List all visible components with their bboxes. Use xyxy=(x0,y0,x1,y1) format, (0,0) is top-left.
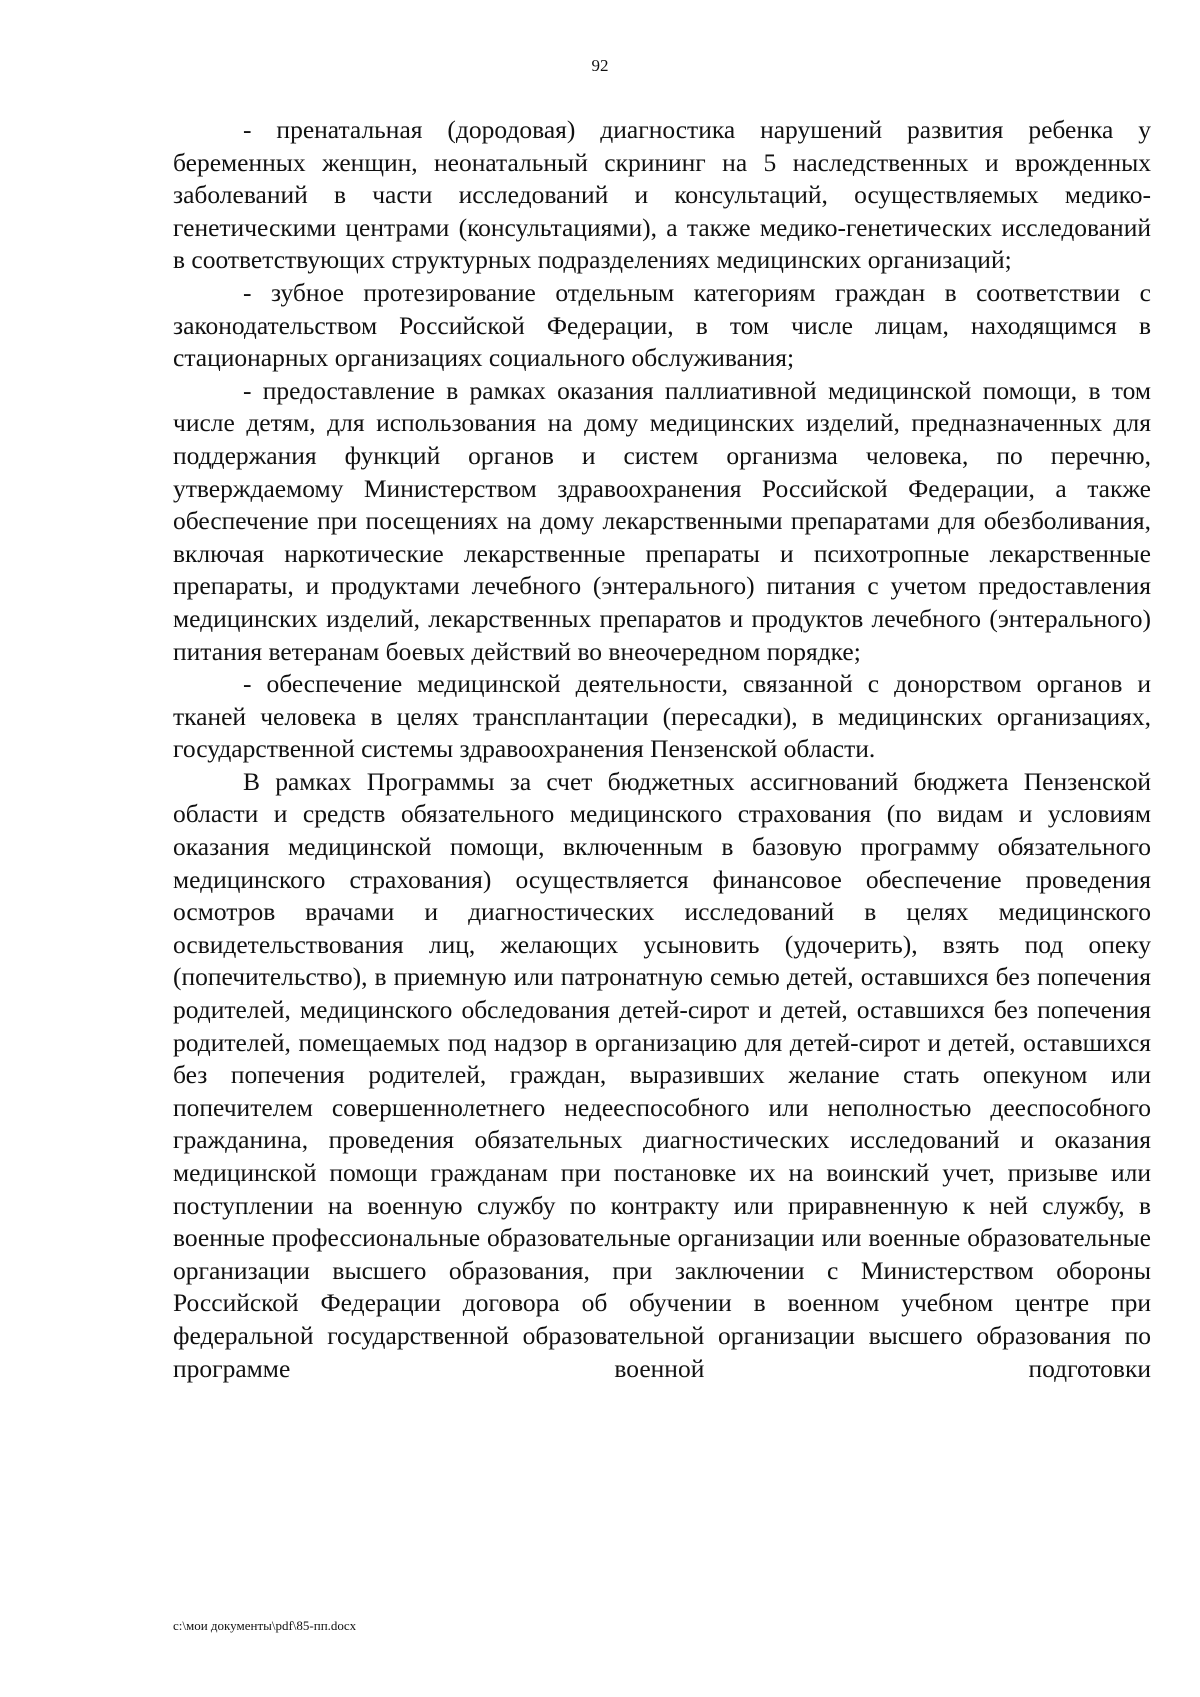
paragraph-organ-donation: - обеспечение медицинской деятельности, связанной с донорством органов и тканей человека в целях трансплантации (пересадки), в медицинских организациях, государственной системы здравоохранения Пензенской области. xyxy=(173,669,1151,764)
paragraph-dental-prosthetics: - зубное протезирование отдельным категориям граждан в соответствии с законодательством Российской Федерации, в том числе лицам, находящимся в стационарных организациях социального обслуживания; xyxy=(173,277,1151,373)
paragraph-prenatal-diagnostics: - пренатальная (дородовая) диагностика нарушений развития ребенка у беременных женщин, неонатальный скрининг на 5 наследственных и врожденных заболеваний в части исследований и консультаций, осуществляемых медико-генетическими центрами (консультациями), а также медико-генетических исследований в соответствующих структурных подразделениях медицинских организаций; xyxy=(173,115,1151,275)
paragraph-palliative-care: - предоставление в рамках оказания паллиативной медицинской помощи, в том числе детям, для использования на дому медицинских изделий, предназначенных для поддержания функций органов и систем организма человека, по перечню, утверждаемому Министерством здравоохранения Российской Федерации, а также обеспечение при посещениях на дому лекарственными препаратами для обезболивания, включая наркотические лекарственные препараты и психотропные лекарственные препараты, и продуктами лечебного (энтерального) питания с учетом предоставления медицинских изделий, лекарственных препаратов и продуктов лечебного (энтерального) питания ветеранам боевых действий во внеочередном порядке; xyxy=(173,375,1151,666)
document-body xyxy=(173,114,1151,1385)
page-number: 92 xyxy=(591,56,609,75)
paragraph-program-financing: В рамках Программы за счет бюджетных ассигнований бюджета Пензенской области и средств обязательного медицинского страхования (по видам и условиям оказания медицинской помощи, включенным в базовую программу обязательного медицинского страхования) осуществляется финансовое обеспечение проведения осмотров врачами и диагностических исследований в целях медицинского освидетельствования лиц, желающих усыновить (удочерить), взять под опеку (попечительство), в приемную или патронатную семью детей, оставшихся без попечения родителей, медицинского обследования детей-сирот и детей, оставшихся без попечения родителей, помещаемых под надзор в организацию для детей-сирот и детей, оставшихся без попечения родителей, граждан, выразивших желание стать опекуном или попечителем совершеннолетнего недееспособного или неполностью дееспособного гражданина, проведения обязательных диагностических исследований и оказания медицинской помощи гражданам при постановке их на воинский учет, призыве или поступлении на военную службу по контракту или приравненную к ней службу, в военные профессиональные образовательные организации или военные образовательные организации высшего образования, при заключении с Министерством обороны Российской Федерации договора об обучении в военном учебном центре при федеральной государственной образовательной организации высшего образования по программе военной подготовки xyxy=(173,766,1151,1383)
file-path-footer: c:\мои документы\pdf\85-пп.docx xyxy=(173,1618,357,1633)
